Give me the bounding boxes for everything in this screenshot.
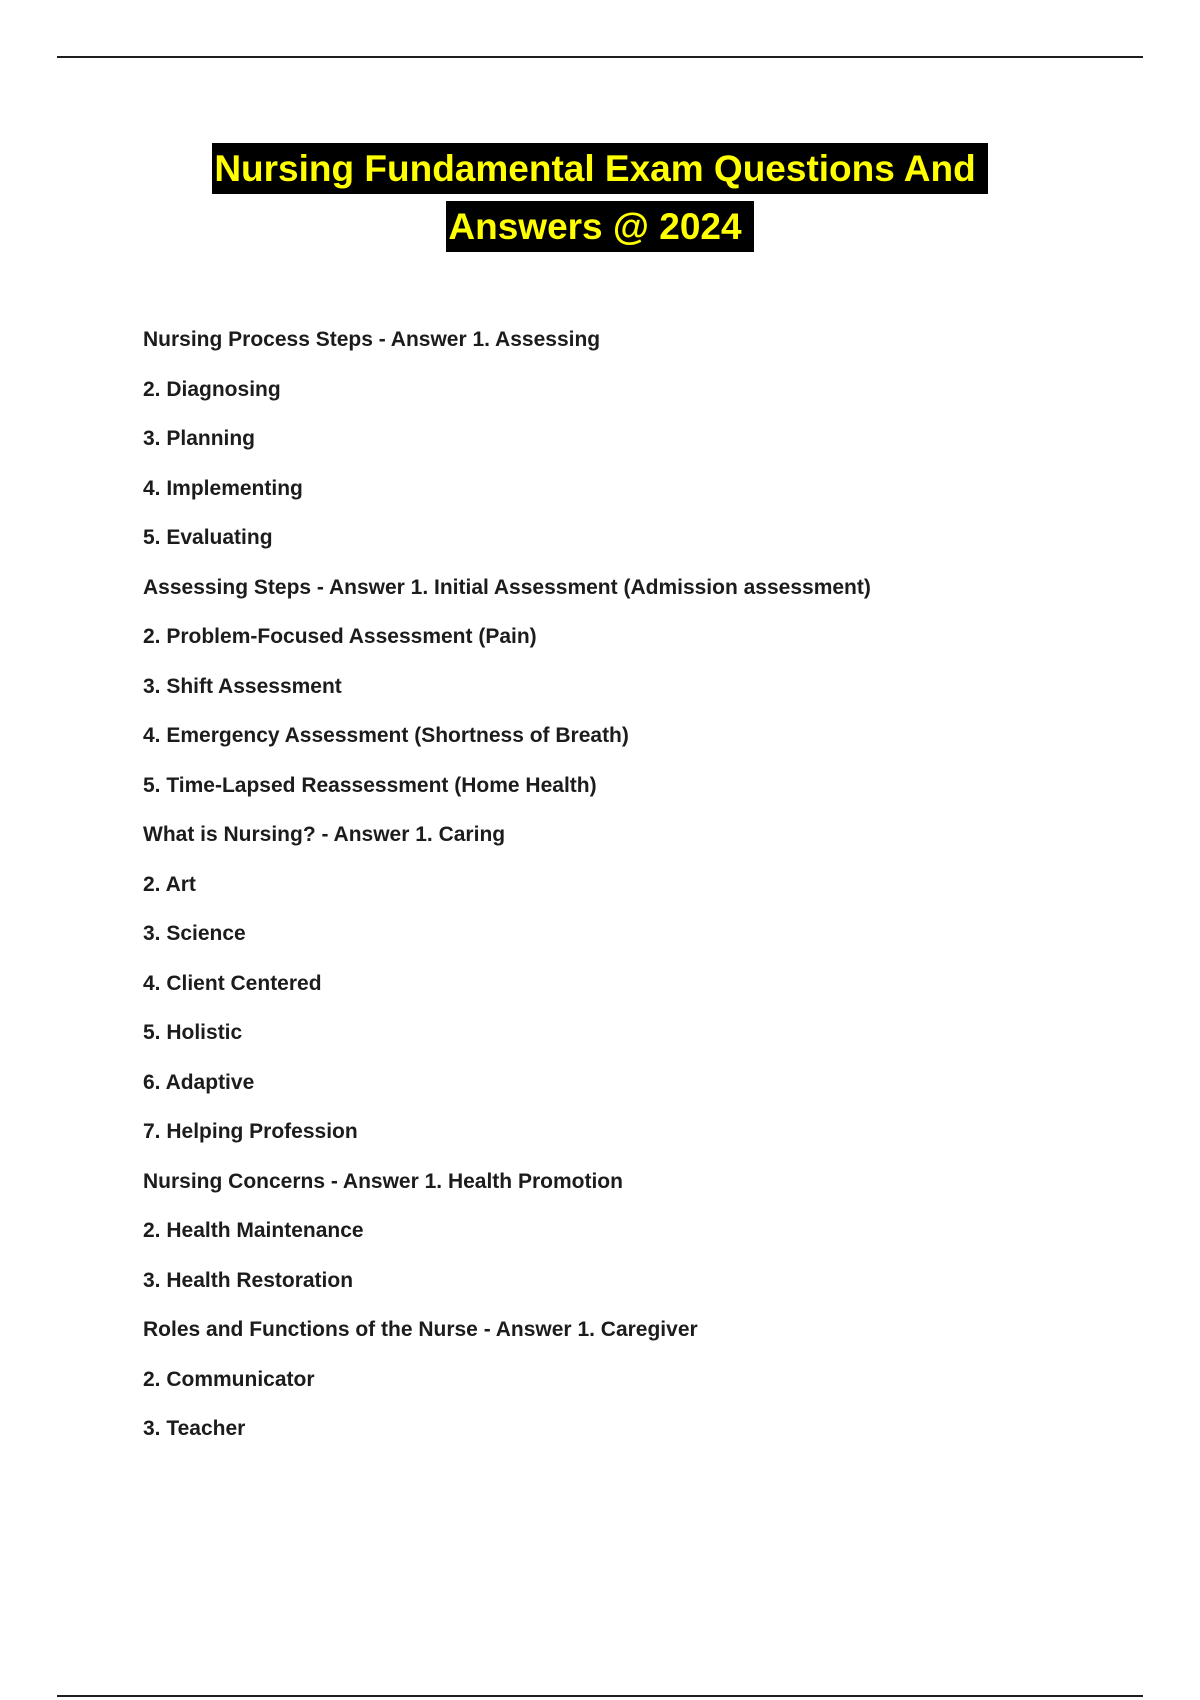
question-line: Nursing Process Steps - Answer 1. Assessing — [143, 328, 601, 351]
answer-line: 4. Implementing — [143, 476, 303, 500]
answer-line: 5. Evaluating — [143, 526, 273, 549]
answer-line: 3. Shift Assessment — [143, 674, 342, 698]
answer-line: 6. Adaptive — [143, 1070, 255, 1094]
header-rule — [57, 56, 1143, 58]
answer-line: 5. Holistic — [143, 1021, 243, 1044]
answer-line: 3. Planning — [143, 427, 256, 450]
answer-line: 4. Client Centered — [143, 971, 322, 995]
title-line-2: Answers @ 2024 — [446, 201, 753, 252]
answer-line: 2. Communicator — [143, 1367, 315, 1391]
answer-line: 3. Science — [143, 922, 246, 945]
answer-line: 3. Health Restoration — [143, 1268, 354, 1292]
page-title — [0, 143, 1200, 252]
answer-line: 3. Teacher — [143, 1417, 246, 1440]
answer-line: 2. Problem-Focused Assessment (Pain) — [143, 625, 537, 648]
answer-line: 7. Helping Profession — [143, 1120, 358, 1143]
title-line-1: Nursing Fundamental Exam Questions And — [212, 143, 987, 194]
answer-line: 2. Art — [143, 872, 196, 896]
footer-rule — [57, 1695, 1143, 1697]
answer-line: 2. Diagnosing — [143, 377, 281, 401]
answer-line: 5. Time-Lapsed Reassessment (Home Health) — [143, 773, 597, 797]
answer-line: 2. Health Maintenance — [143, 1219, 364, 1242]
question-line: Assessing Steps - Answer 1. Initial Assessment (Admission assessment) — [143, 575, 871, 599]
qa-list — [143, 328, 871, 1467]
question-line: Roles and Functions of the Nurse - Answer 1. Caregiver — [143, 1318, 698, 1341]
question-line: What is Nursing? - Answer 1. Caring — [143, 823, 506, 846]
question-line: Nursing Concerns - Answer 1. Health Promotion — [143, 1169, 623, 1193]
answer-line: 4. Emergency Assessment (Shortness of Breath) — [143, 724, 629, 747]
